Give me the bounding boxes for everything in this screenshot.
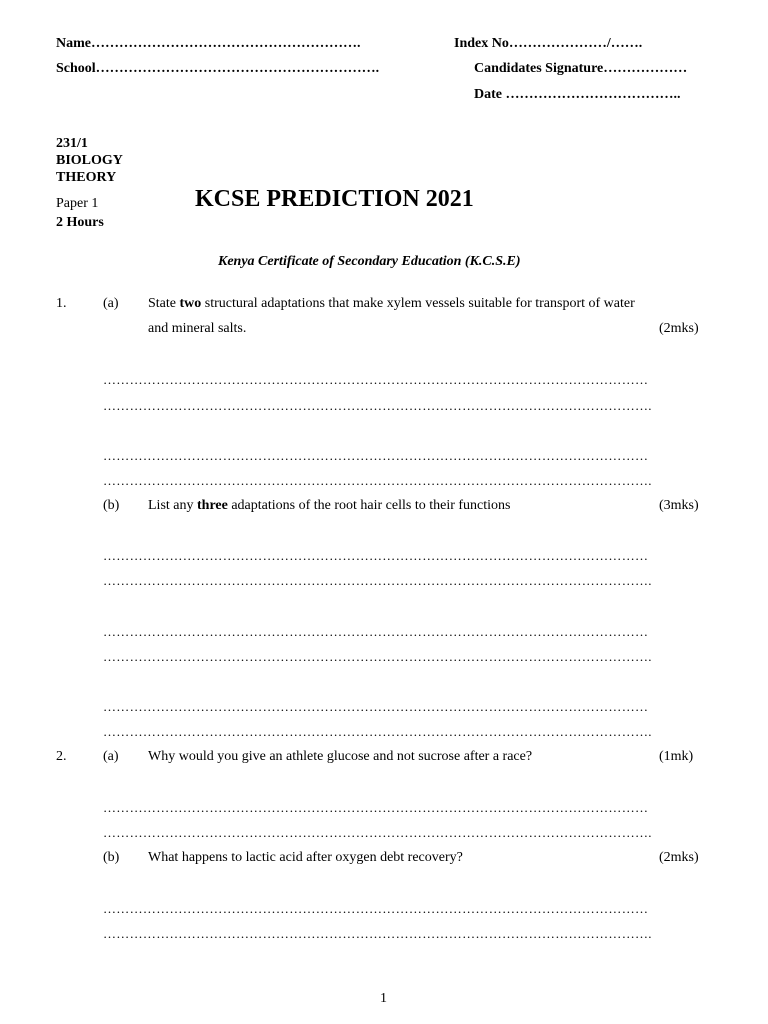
question-text: What happens to lactic acid after oxygen debt recovery?: [148, 850, 463, 865]
answer-line[interactable]: …………………………………………………………………………………………………………….: [103, 926, 652, 941]
name-field[interactable]: Name………………………………………………….: [56, 36, 361, 51]
question-part: (b): [103, 850, 120, 865]
answer-line[interactable]: ……………………………………………………………………………………………………………: [103, 448, 649, 463]
answer-line[interactable]: …………………………………………………………………………………………………………….: [103, 573, 652, 588]
subject-name: BIOLOGY: [56, 153, 123, 168]
question-text: State two structural adaptations that make xylem vessels suitable for transport of water: [148, 296, 635, 311]
exam-subtitle: Kenya Certificate of Secondary Education (K.C.S.E): [218, 254, 521, 269]
answer-line[interactable]: ……………………………………………………………………………………………………………: [103, 548, 649, 563]
question-text: Why would you give an athlete glucose and not sucrose after a race?: [148, 749, 533, 764]
candidate-signature-field[interactable]: Candidates Signature………………: [474, 61, 688, 76]
index-number-field[interactable]: Index No…………………/…….: [454, 36, 643, 51]
date-field[interactable]: Date ………………………………..: [474, 87, 681, 102]
school-field[interactable]: School…………………………………………………….: [56, 61, 380, 76]
question-number: 2.: [56, 749, 67, 764]
answer-line[interactable]: …………………………………………………………………………………………………………….: [103, 398, 652, 413]
marks-label: (2mks): [659, 850, 699, 865]
question-part: (b): [103, 498, 120, 513]
answer-line[interactable]: ……………………………………………………………………………………………………………: [103, 800, 649, 815]
question-part: (a): [103, 296, 119, 311]
answer-line[interactable]: …………………………………………………………………………………………………………….: [103, 473, 652, 488]
paper-code: 231/1: [56, 136, 88, 151]
question-number: 1.: [56, 296, 67, 311]
answer-line[interactable]: ……………………………………………………………………………………………………………: [103, 901, 649, 916]
question-text: List any three adaptations of the root hair cells to their functions: [148, 498, 511, 513]
question-text-continued: and mineral salts.: [148, 321, 247, 336]
answer-line[interactable]: …………………………………………………………………………………………………………….: [103, 825, 652, 840]
subject-theory: THEORY: [56, 170, 117, 185]
paper-number: Paper 1: [56, 196, 99, 211]
answer-line[interactable]: …………………………………………………………………………………………………………….: [103, 649, 652, 664]
answer-line[interactable]: ……………………………………………………………………………………………………………: [103, 372, 649, 387]
marks-label: (2mks): [659, 321, 699, 336]
page-title: KCSE PREDICTION 2021: [195, 186, 474, 212]
marks-label: (1mk): [659, 749, 694, 764]
exam-duration: 2 Hours: [56, 215, 104, 230]
answer-line[interactable]: …………………………………………………………………………………………………………….: [103, 724, 652, 739]
question-part: (a): [103, 749, 119, 764]
marks-label: (3mks): [659, 498, 699, 513]
answer-line[interactable]: ……………………………………………………………………………………………………………: [103, 624, 649, 639]
page-number: 1: [380, 991, 387, 1006]
answer-line[interactable]: ……………………………………………………………………………………………………………: [103, 699, 649, 714]
